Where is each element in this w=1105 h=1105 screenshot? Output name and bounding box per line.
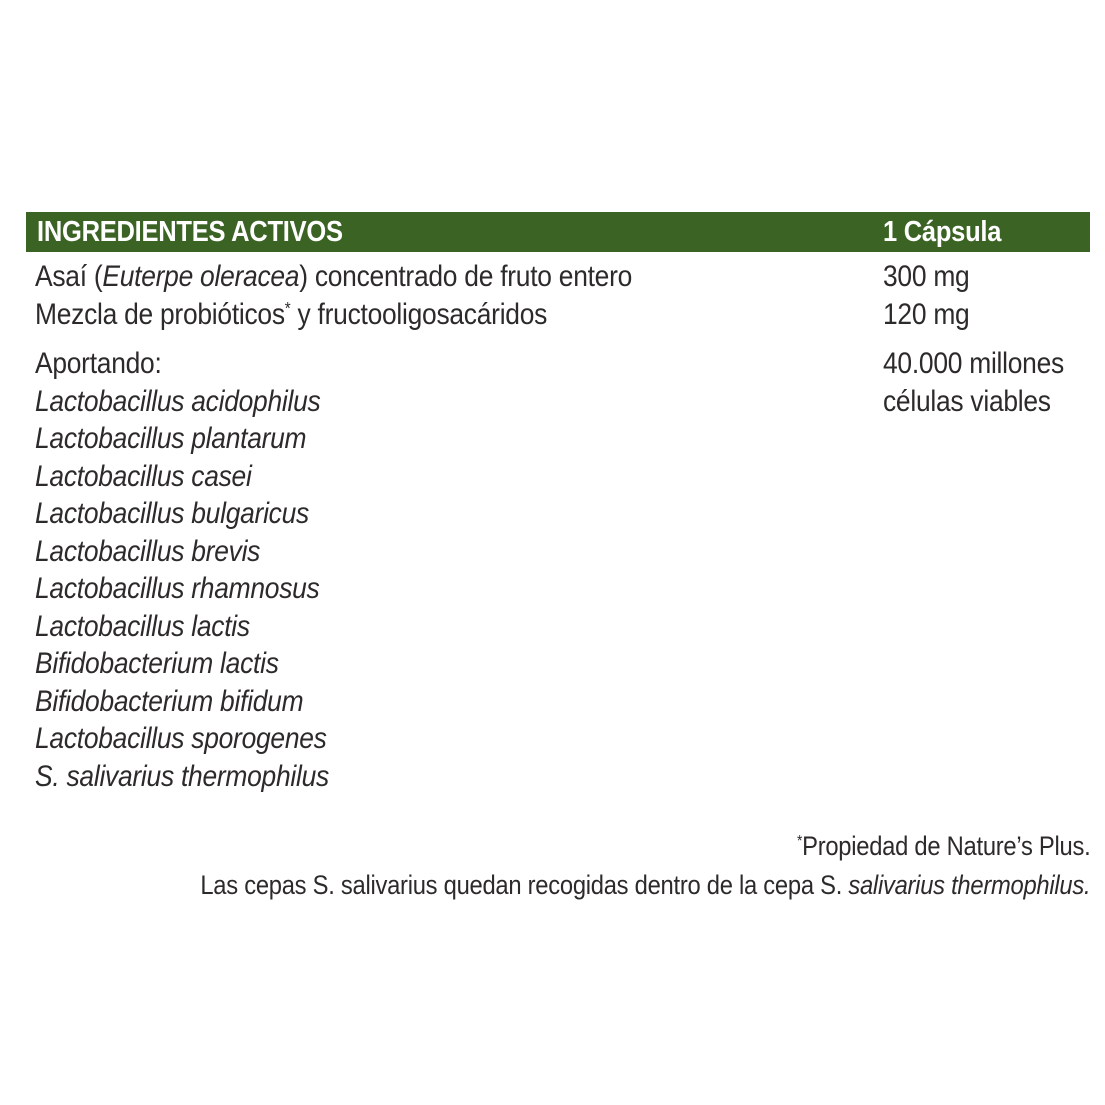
strain-item: S. salivarius thermophilus <box>35 759 329 793</box>
panel-title-cell <box>26 216 883 249</box>
providing-section <box>26 345 1090 795</box>
strain-item: Lactobacillus sporogenes <box>35 722 327 755</box>
serving-size-cell <box>883 216 1090 249</box>
footnote-text: Las cepas S. salivarius quedan recogidas dentro de la cepa S. <box>200 870 849 900</box>
strain-item: Lactobacillus bulgaricus <box>35 497 309 530</box>
footnote-strains-note <box>26 868 1090 902</box>
ingredient-name-text: Asaí ( <box>35 260 103 293</box>
ingredient-amount-cell <box>883 296 1090 338</box>
asterisk-marker: * <box>796 833 802 851</box>
strain-item: Bifidobacterium lactis <box>35 647 279 680</box>
providing-amount-cell <box>883 345 1090 795</box>
strain-item: Lactobacillus lactis <box>35 609 250 643</box>
providing-label: Aportando: <box>35 347 162 380</box>
ingredient-amount: 120 mg <box>883 297 970 331</box>
strain-item: Lactobacillus acidophilus <box>35 384 321 418</box>
panel-title: INGREDIENTES ACTIVOS <box>37 215 343 248</box>
providing-amount-line2: células viables <box>883 384 1051 418</box>
ingredient-name <box>26 258 883 296</box>
providing-amount-line1: 40.000 millones <box>883 347 1064 380</box>
providing-left-column <box>26 345 883 795</box>
panel-header-bar <box>26 212 1090 252</box>
serving-size: 1 Cápsula <box>883 215 1002 248</box>
ingredient-name-text: ) concentrado de fruto entero <box>299 260 633 293</box>
strain-item: Lactobacillus plantarum <box>35 422 307 455</box>
ingredient-latin-name: Euterpe oleracea <box>102 260 300 293</box>
ingredient-name-text: y fructooligosacáridos <box>290 297 548 331</box>
strain-item: Bifidobacterium bifidum <box>35 684 304 718</box>
providing-label-line <box>35 345 883 383</box>
active-ingredients-panel <box>26 212 1090 902</box>
ingredient-rows <box>26 258 1090 795</box>
asterisk-marker: * <box>284 297 291 318</box>
strain-item: Lactobacillus casei <box>35 459 252 493</box>
footnotes <box>26 829 1090 902</box>
ingredient-name-text: Mezcla de probióticos <box>35 297 285 331</box>
ingredient-amount: 300 mg <box>883 260 970 293</box>
ingredient-row-asai <box>26 258 1090 296</box>
strain-item: Lactobacillus brevis <box>35 534 261 568</box>
strain-item: Lactobacillus rhamnosus <box>35 572 320 605</box>
footnote-proprietary <box>26 829 1090 868</box>
ingredient-name <box>26 296 883 338</box>
footnote-latin-name: salivarius thermophilus. <box>848 870 1090 900</box>
ingredient-row-probiotics <box>26 296 1090 338</box>
ingredient-amount-cell <box>883 258 1090 296</box>
footnote-text: Propiedad de Nature’s Plus. <box>801 831 1090 861</box>
strain-list <box>35 383 883 796</box>
